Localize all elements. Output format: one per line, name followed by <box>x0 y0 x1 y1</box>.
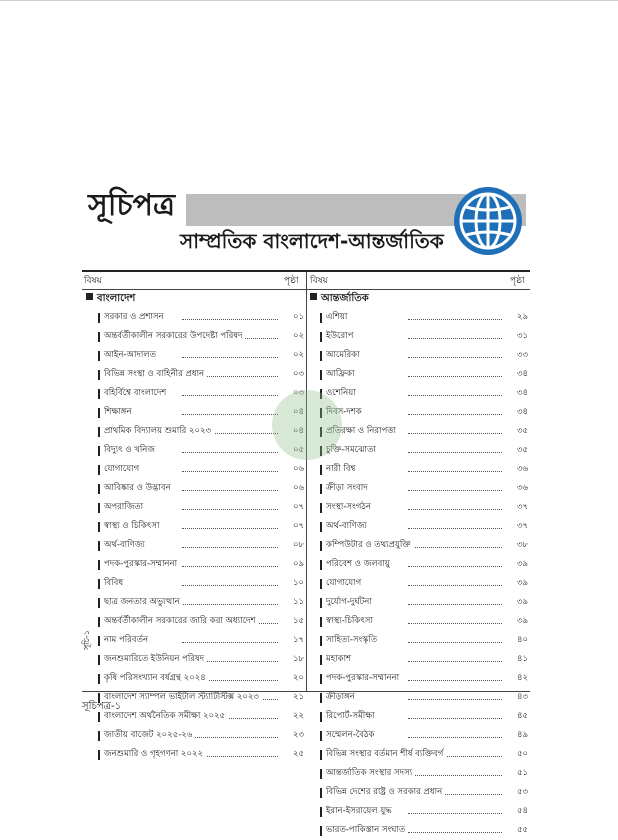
entry-page-number: ১১ <box>292 597 304 607</box>
dot-leader <box>182 357 278 358</box>
section-bangladesh-label: বাংলাদেশ <box>97 293 136 304</box>
dot-leader <box>182 642 278 643</box>
entry-marker <box>320 731 322 741</box>
entry-marker <box>98 560 100 570</box>
entry-marker <box>320 351 322 361</box>
entry-marker <box>320 522 322 532</box>
toc-entry <box>98 745 304 764</box>
entry-title: অপরাজিতা <box>104 498 146 517</box>
entry-marker <box>320 541 322 551</box>
toc-entry <box>320 346 528 365</box>
entry-page-number: ৩৪ <box>516 388 528 398</box>
dot-leader <box>408 585 502 586</box>
entry-marker <box>98 332 100 342</box>
toc-entry <box>98 384 304 403</box>
entry-title: চুক্তি-সমঝোতা <box>326 441 379 460</box>
toc-entry <box>98 536 304 555</box>
section-marker-icon <box>310 293 317 300</box>
entry-marker <box>320 598 322 608</box>
toc-entry <box>98 479 304 498</box>
toc-entry <box>98 612 304 631</box>
entry-title: বহির্বিশ্বে বাংলাদেশ <box>104 384 169 403</box>
entry-title: পদক-পুরস্কার-সম্মাননা <box>104 555 180 574</box>
entry-marker <box>98 427 100 437</box>
toc-entry <box>320 802 528 821</box>
entry-title: ক্রীড়াঙ্গন <box>326 688 358 707</box>
entry-title: ভারত-পাকিস্তান সংঘাত <box>326 821 408 840</box>
entry-title: আমেরিকা <box>326 346 363 365</box>
dot-leader <box>182 547 278 548</box>
entry-title: অর্থ-বাণিজ্য <box>104 536 148 555</box>
dot-leader <box>182 604 278 605</box>
entry-page-number: ০৩ <box>292 369 304 379</box>
right-col-subject-header: বিষয় <box>310 276 328 286</box>
entry-marker <box>320 332 322 342</box>
entry-page-number: ৩৮ <box>516 540 528 550</box>
entry-marker <box>98 370 100 380</box>
entry-title: কম্পিউটার ও তথ্যপ্রযুক্তি <box>326 536 414 555</box>
entry-page-number: ৩৪ <box>516 407 528 417</box>
entry-title: ওশেনিয়া <box>326 384 359 403</box>
entry-page-number: ৫৪ <box>516 806 528 816</box>
entry-marker <box>320 636 322 646</box>
entry-title: স্বাস্থ্য ও চিকিৎসা <box>104 517 162 536</box>
entry-marker <box>98 674 100 684</box>
entry-page-number: ০২ <box>292 331 304 341</box>
entry-page-number: ২৯ <box>516 312 528 322</box>
page-footer-label: সূচিপত্র-১ <box>82 701 122 712</box>
entry-marker <box>98 731 100 741</box>
entry-marker <box>98 465 100 475</box>
right-col-page-header: পৃষ্ঠা <box>510 276 525 286</box>
dot-leader <box>182 585 278 586</box>
top-rule <box>0 0 618 1</box>
toc-entry <box>98 669 304 688</box>
toc-entry <box>320 555 528 574</box>
dot-leader <box>408 661 502 662</box>
international-toc-list <box>320 308 528 840</box>
dot-leader <box>182 737 278 738</box>
dot-leader <box>408 737 502 738</box>
dot-leader <box>408 604 502 605</box>
toc-entry <box>98 460 304 479</box>
entry-title: যোগাযোগ <box>326 574 364 593</box>
entry-title: অন্তর্বর্তীকালীন সরকারের জারি করা অধ্যাদেশ <box>104 612 259 631</box>
entry-marker <box>98 617 100 627</box>
entry-title: কৃষি পরিসংখ্যান বর্ষগ্রন্থ ২০২৪ <box>104 669 209 688</box>
entry-marker <box>320 560 322 570</box>
entry-marker <box>320 503 322 513</box>
entry-page-number: ৪২ <box>516 673 528 683</box>
entry-marker <box>98 351 100 361</box>
dot-leader <box>408 699 502 700</box>
toc-entry <box>320 498 528 517</box>
toc-entry <box>320 726 528 745</box>
entry-title: সরকার ও প্রশাসন <box>104 308 167 327</box>
dot-leader <box>182 471 278 472</box>
dot-leader <box>408 376 502 377</box>
entry-page-number: ০৬ <box>292 483 304 493</box>
toc-entry <box>320 384 528 403</box>
dot-leader <box>408 395 502 396</box>
toc-entry <box>98 441 304 460</box>
dot-leader <box>408 718 502 719</box>
entry-page-number: ৩৯ <box>516 616 528 626</box>
entry-page-number: ৪১ <box>516 654 528 664</box>
entry-marker <box>320 617 322 627</box>
dot-leader <box>408 319 502 320</box>
entry-title: ছাত্র জনতার অভ্যুত্থান <box>104 593 183 612</box>
entry-page-number: ৫০ <box>516 749 528 759</box>
entry-page-number: ৩৭ <box>516 502 528 512</box>
entry-marker <box>320 484 322 494</box>
toc-entry <box>98 517 304 536</box>
left-col-subject-header: বিষয় <box>84 276 102 286</box>
entry-title: স্বাস্থ্য-চিকিৎসা <box>326 612 376 631</box>
entry-title: যোগাযোগ <box>104 460 142 479</box>
dot-leader <box>408 509 502 510</box>
dot-leader <box>408 547 502 548</box>
entry-marker <box>98 389 100 399</box>
globe-icon <box>452 185 524 257</box>
entry-title: প্রাথমিক বিদ্যালয় শুমারি ২০২৩ <box>104 422 214 441</box>
toc-entry <box>320 669 528 688</box>
entry-page-number: ০৭ <box>292 521 304 531</box>
dot-leader <box>408 623 502 624</box>
dot-leader <box>408 471 502 472</box>
entry-page-number: ৫৫ <box>516 825 528 835</box>
entry-title: ইরান-ইসরায়েল যুদ্ধ <box>326 802 394 821</box>
entry-marker <box>98 750 100 760</box>
entry-page-number: ৩৯ <box>516 559 528 569</box>
entry-title: ইউরোপ <box>326 327 356 346</box>
entry-page-number: ২১ <box>292 692 304 702</box>
toc-entry <box>98 365 304 384</box>
entry-page-number: ৫৩ <box>516 787 528 797</box>
table-bottom-rule <box>82 691 530 692</box>
toc-entry <box>320 327 528 346</box>
entry-marker <box>320 750 322 760</box>
entry-marker <box>320 370 322 380</box>
toc-entry <box>320 764 528 783</box>
dot-leader <box>182 566 278 567</box>
toc-entry <box>320 631 528 650</box>
entry-page-number: ৩৭ <box>516 521 528 531</box>
toc-entry <box>98 707 304 726</box>
entry-title: বিভিন্ন সংস্থার বর্তমান শীর্ষ ব্যক্তিবর্গ <box>326 745 446 764</box>
entry-marker <box>98 408 100 418</box>
toc-entry <box>320 308 528 327</box>
entry-title: জনশুমারিতে ইউনিয়ন পরিষদ <box>104 650 207 669</box>
toc-entry <box>98 593 304 612</box>
entry-marker <box>98 655 100 665</box>
toc-entry <box>98 631 304 650</box>
toc-entry <box>320 441 528 460</box>
toc-entry <box>320 745 528 764</box>
entry-title: সম্মেলন-বৈঠক <box>326 726 377 745</box>
entry-title: সংস্থা-সংগঠন <box>326 498 374 517</box>
entry-page-number: ৩৫ <box>516 426 528 436</box>
entry-page-number: ০৯ <box>292 559 304 569</box>
entry-title: বাংলাদেশ স্যাম্পল ভাইটাল স্ট্যাটিস্টিক্স ২০২৩ <box>104 688 262 707</box>
toc-entry <box>320 365 528 384</box>
section-international <box>310 292 369 306</box>
entry-marker <box>320 655 322 665</box>
entry-marker <box>320 465 322 475</box>
entry-page-number: ৩৫ <box>516 445 528 455</box>
entry-marker <box>320 712 322 722</box>
toc-entry <box>320 422 528 441</box>
entry-page-number: ০৭ <box>292 502 304 512</box>
dot-leader <box>408 642 502 643</box>
entry-marker <box>98 598 100 608</box>
toc-entry <box>320 783 528 802</box>
toc-entry <box>320 479 528 498</box>
dot-leader <box>408 775 502 776</box>
entry-page-number: ০৮ <box>292 540 304 550</box>
entry-page-number: ০৩ <box>292 388 304 398</box>
entry-page-number: ৩৬ <box>516 464 528 474</box>
entry-title: মহাকাশ <box>326 650 354 669</box>
entry-page-number: ২০ <box>292 673 304 683</box>
column-divider <box>306 272 307 692</box>
entry-title: অন্তর্বর্তীকালীন সরকারের উপদেষ্টা পরিষদ <box>104 327 245 346</box>
toc-entry <box>98 650 304 669</box>
entry-title: রিপোর্ট-সমীক্ষা <box>326 707 378 726</box>
dot-leader <box>408 813 502 814</box>
entry-page-number: ৪৯ <box>516 730 528 740</box>
section-bangladesh <box>86 292 135 306</box>
dot-leader <box>408 338 502 339</box>
dot-leader <box>408 528 502 529</box>
entry-marker <box>98 503 100 513</box>
entry-page-number: ০২ <box>292 350 304 360</box>
entry-marker <box>320 579 322 589</box>
entry-marker <box>320 788 322 798</box>
dot-leader <box>408 680 502 681</box>
toc-entry <box>320 612 528 631</box>
entry-page-number: ৪০ <box>516 635 528 645</box>
entry-marker <box>98 579 100 589</box>
toc-entry <box>98 327 304 346</box>
entry-title: জনশুমারি ও গৃহগণনা ২০২২ <box>104 745 206 764</box>
left-col-page-header: পৃষ্ঠা <box>284 276 299 286</box>
entry-marker <box>98 541 100 551</box>
entry-page-number: ০৪ <box>292 407 304 417</box>
dot-leader <box>408 832 502 833</box>
dot-leader <box>408 452 502 453</box>
entry-page-number: ৪৩ <box>516 692 528 702</box>
toc-entry <box>98 346 304 365</box>
toc-entry <box>320 650 528 669</box>
entry-page-number: ১৫ <box>292 616 304 626</box>
toc-entry <box>98 726 304 745</box>
side-page-tag: সূচি-১ <box>82 630 91 650</box>
toc-entry <box>320 403 528 422</box>
entry-title: জাতীয় বাজেট ২০২৫-২৬ <box>104 726 195 745</box>
entry-page-number: ৩৪ <box>516 369 528 379</box>
entry-page-number: ৩৯ <box>516 597 528 607</box>
toc-entry <box>320 821 528 840</box>
toc-entry <box>320 593 528 612</box>
entry-page-number: ০৬ <box>292 464 304 474</box>
entry-page-number: ৪৫ <box>516 711 528 721</box>
entry-page-number: ২৩ <box>292 730 304 740</box>
dot-leader <box>408 357 502 358</box>
entry-title: দিবস-দশক <box>326 403 365 422</box>
dot-leader <box>408 414 502 415</box>
entry-marker <box>98 446 100 456</box>
entry-title: ক্রীড়া সংবাদ <box>326 479 371 498</box>
entry-page-number: ১৮ <box>292 654 304 664</box>
section-international-label: আন্তর্জাতিক <box>321 293 369 304</box>
entry-page-number: ৩৬ <box>516 483 528 493</box>
toc-entry <box>320 460 528 479</box>
entry-title: আবিষ্কার ও উদ্ভাবন <box>104 479 174 498</box>
page-subtitle: সাম্প্রতিক বাংলাদেশ-আন্তর্জাতিক <box>180 229 444 253</box>
entry-marker <box>98 484 100 494</box>
toc-entry <box>320 707 528 726</box>
entry-title: দুর্যোগ-দুর্ঘটনা <box>326 593 375 612</box>
toc-entry <box>98 308 304 327</box>
entry-title: বিবিধ <box>104 574 126 593</box>
dot-leader <box>182 490 278 491</box>
entry-page-number: ০১ <box>292 312 304 322</box>
toc-entry <box>98 574 304 593</box>
entry-title: আফ্রিকা <box>326 365 357 384</box>
entry-page-number: ১৭ <box>292 635 304 645</box>
entry-page-number: ৩১ <box>516 331 528 341</box>
entry-page-number: ২৫ <box>292 749 304 759</box>
entry-marker <box>320 313 322 323</box>
entry-title: বিভিন্ন দেশের রাষ্ট্র ও সরকার প্রধান <box>326 783 445 802</box>
entry-title: নাম পরিবর্তন <box>104 631 151 650</box>
toc-entry <box>320 574 528 593</box>
dot-leader <box>408 490 502 491</box>
dot-leader <box>408 566 502 567</box>
dot-leader <box>182 452 278 453</box>
entry-title: নারী বিশ্ব <box>326 460 358 479</box>
entry-title: পরিবেশ ও জলবায়ু <box>326 555 393 574</box>
entry-marker <box>320 769 322 779</box>
dot-leader <box>182 319 278 320</box>
entry-title: পদক-পুরস্কার-সম্মাননা <box>326 669 402 688</box>
entry-page-number: ৩৯ <box>516 578 528 588</box>
entry-marker <box>98 522 100 532</box>
section-marker-icon <box>86 293 93 300</box>
bangladesh-toc-list <box>98 308 304 764</box>
entry-title: বিদ্যুৎ ও খনিজ <box>104 441 158 460</box>
entry-page-number: ০৪ <box>292 426 304 436</box>
toc-entry <box>320 517 528 536</box>
entry-marker <box>320 674 322 684</box>
entry-title: আইন-আদালত <box>104 346 159 365</box>
entry-marker <box>98 313 100 323</box>
entry-title: সাহিত্য-সংস্কৃতি <box>326 631 380 650</box>
entry-marker <box>320 693 322 703</box>
entry-title: প্রতিরক্ষা ও নিরাপত্তা <box>326 422 399 441</box>
entry-title: এশিয়া <box>326 308 350 327</box>
entry-marker <box>320 807 322 817</box>
dot-leader <box>182 395 278 396</box>
entry-marker <box>98 636 100 646</box>
entry-title: বিভিন্ন সংস্থা ও বাহিনীর প্রধান <box>104 365 207 384</box>
entry-title: অর্থ-বাণিজ্য <box>326 517 370 536</box>
entry-title: বাংলাদেশ অর্থনৈতিক সমীক্ষা ২০২৫ <box>104 707 228 726</box>
toc-entry <box>98 555 304 574</box>
entry-page-number: ৩৩ <box>516 350 528 360</box>
entry-title: আন্তর্জাতিক সংস্থার সদস্য <box>326 764 415 783</box>
dot-leader <box>408 433 502 434</box>
toc-entry <box>320 536 528 555</box>
entry-page-number: ২২ <box>292 711 304 721</box>
entry-title: শিক্ষাঙ্গন <box>104 403 135 422</box>
entry-page-number: ৫১ <box>516 768 528 778</box>
entry-page-number: ১০ <box>292 578 304 588</box>
watermark-seal <box>272 390 342 460</box>
entry-marker <box>320 826 322 836</box>
entry-page-number: ০৫ <box>292 445 304 455</box>
dot-leader <box>182 509 278 510</box>
dot-leader <box>182 414 278 415</box>
page-title: সূচিপত্র <box>88 188 175 223</box>
toc-entry <box>98 498 304 517</box>
dot-leader <box>182 528 278 529</box>
